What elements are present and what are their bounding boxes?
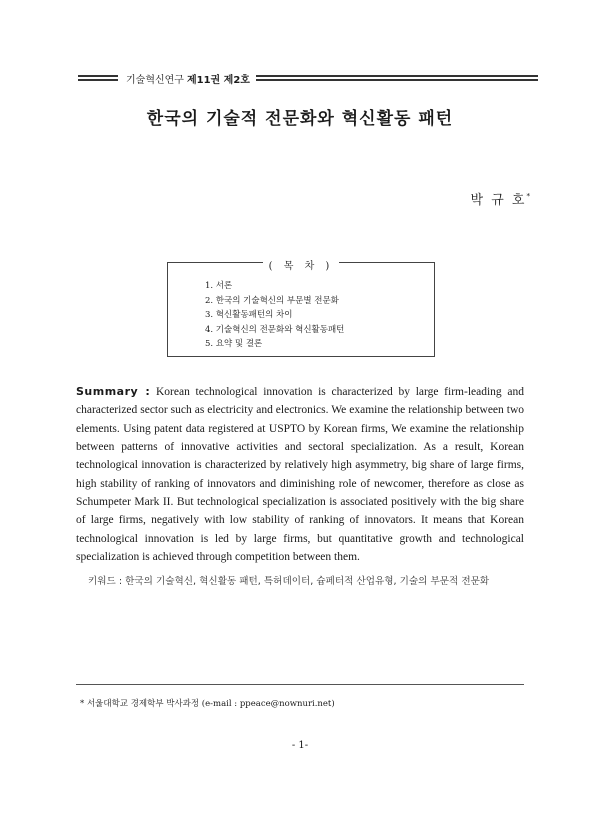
toc-heading-wrap bbox=[168, 254, 434, 273]
header-rule-left bbox=[78, 75, 118, 81]
table-of-contents bbox=[167, 262, 435, 357]
summary-text: Korean technological innovation is characterized by large firm-leading and characterized sector such as electricity and electronics. We examine the relationship between two elements. Using patent data registered at USPTO by Korean firms, We examine the relationship between patterns of innovative activities and sectoral specialization. As a result, Korean technological innovation is characterized by relatively high asymmetry, big share of large firms, high stability of ranking of innovators and diminishing role of newcomer, therefore as close as Schumpeter Mark II. But technological specialization is associated positively with the big share of large firms, negatively with low stability of ranking of innovators. It means that Korean technological innovation is led by large firms, but quantitative growth and technological specialization is achieved through competition between them. bbox=[76, 386, 524, 564]
footnote-divider bbox=[76, 684, 524, 685]
author-line bbox=[471, 189, 530, 208]
toc-item: 2. 한국의 기술혁신의 부문별 전문화 bbox=[205, 295, 339, 306]
page-number: - 1- bbox=[291, 740, 309, 751]
keywords: 키워드 : 한국의 기술혁신, 혁신활동 패턴, 특허데이터, 슘페터적 산업유형, 기술의 부문적 전문화 bbox=[88, 576, 490, 587]
toc-item: 5. 요약 및 결론 bbox=[205, 339, 263, 349]
journal-name: 기술혁신연구 bbox=[126, 74, 184, 86]
toc-heading: ( 목 차 ) bbox=[263, 261, 340, 272]
toc-item: 4. 기술혁신의 전문화와 혁신활동패턴 bbox=[205, 324, 345, 335]
toc-list bbox=[205, 279, 344, 352]
journal-volume-issue: 제11권 제2호 bbox=[186, 74, 250, 86]
paper-title: 한국의 기술적 전문화와 혁신활동 패턴 bbox=[146, 109, 454, 129]
header-rule-right bbox=[256, 75, 538, 81]
author-name: 박 규 호 bbox=[470, 193, 527, 208]
journal-header bbox=[78, 70, 538, 86]
author-affiliation-footnote: * 서울대학교 경제학부 박사과정 (e-mail : ppeace@nownuri.net) bbox=[80, 699, 335, 709]
toc-item: 1. 서론 bbox=[205, 281, 233, 291]
summary-label: Summary : bbox=[76, 385, 151, 398]
author-footnote-mark: * bbox=[526, 192, 530, 201]
toc-item: 3. 혁신활동패턴의 차이 bbox=[205, 310, 293, 320]
summary-paragraph bbox=[76, 383, 524, 566]
